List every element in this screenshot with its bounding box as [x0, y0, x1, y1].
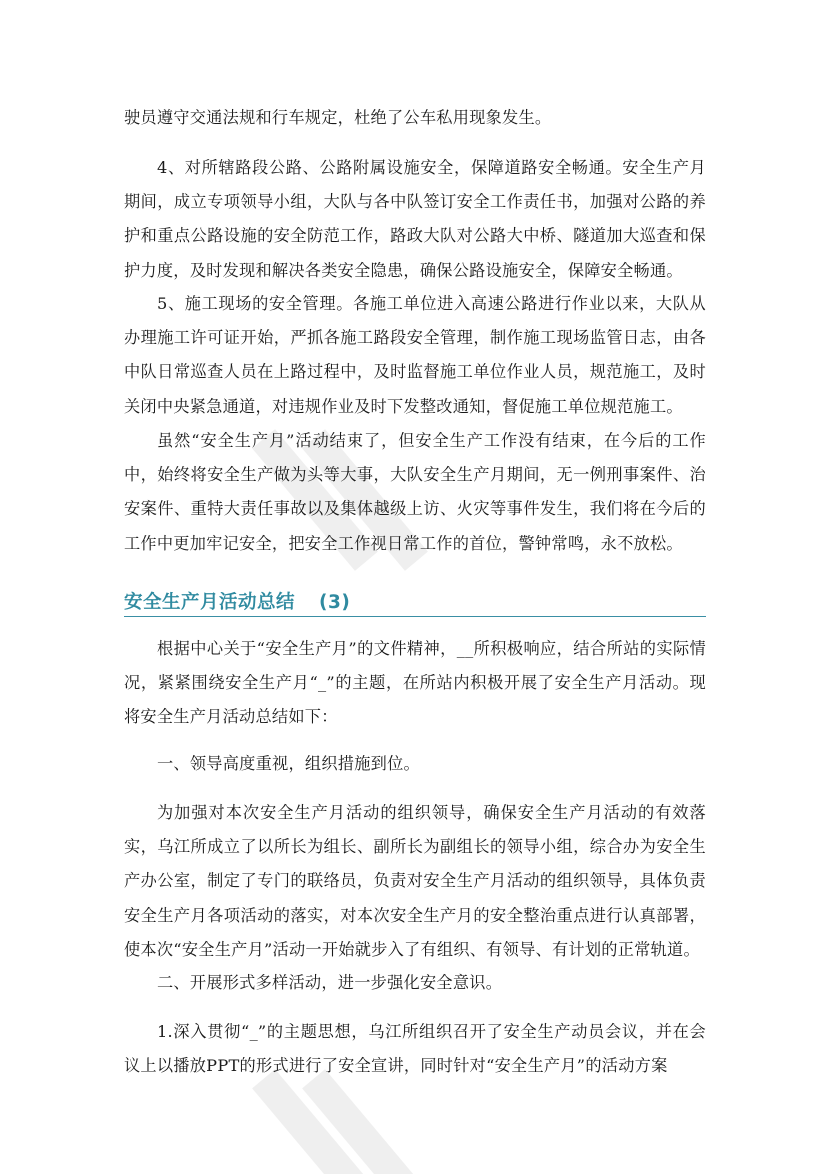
- paragraph-leadership: 为加强对本次安全生产月活动的组织领导，确保安全生产月活动的有效落实，乌江所成立了以所长为组长、副所长为副组长的领导小组，综合办为安全生产办公室，制定了专门的联络员，负责对安全生产月活动的组织领导，具体负责安全生产月各项活动的落实，对本次安全生产月的安全整治重点进行认真部署，使本次“安全生产月”活动一开始就步入了有组织、有领导、有计划的正常轨道。: [124, 803, 706, 959]
- paragraph-intro: 根据中心关于“安全生产月”的文件精神，__所积极响应，结合所站的实际情况，紧紧围绕安全生产月“_”的主题，在所站内积极开展了安全生产月活动。现将安全生产月活动总结如下：: [124, 639, 706, 727]
- paragraph-conclusion: 虽然“安全生产月”活动结束了，但安全生产工作没有结束，在今后的工作中，始终将安全生产做为头等大事，大队安全生产月期间，无一例刑事案件、治安案件、重特大责任事故以及集体越级上访、火灾等事件发生，我们将在今后的工作中更加牢记安全，把安全工作视日常工作的首位，警钟常鸣，永不放松。: [124, 431, 706, 553]
- paragraph-item-4: 4、对所辖路段公路、公路附属设施安全，保障道路安全畅通。安全生产月期间，成立专项领导小组，大队与各中队签订安全工作责任书，加强对公路的养护和重点公路设施的安全防范工作，路政大队对公路大中桥、隧道加大巡查和保护力度，及时发现和解决各类安全隐患，确保公路设施安全，保障安全畅通。: [124, 158, 706, 280]
- paragraph-subheading-2: 二、开展形式多样活动，进一步强化安全意识。: [157, 973, 503, 992]
- paragraph-item-5: 5、施工现场的安全管理。各施工单位进入高速公路进行作业以来，大队从办理施工许可证开始，严抓各施工路段安全管理，制作施工现场监管日志，由各中队日常巡查人员在上路过程中，及时监督施工单位作业人员，规范施工，及时关闭中央紧急通道，对违规作业及时下发整改通知，督促施工单位规范施工。: [124, 294, 706, 416]
- section-heading: [124, 590, 706, 617]
- paragraph-continuation: 驶员遵守交通法规和行车规定，杜绝了公车私用现象发生。: [124, 108, 552, 127]
- section-heading-title: 安全生产月活动总结: [124, 592, 296, 613]
- paragraph-item-1: 1.深入贯彻“_”的主题思想，乌江所组织召开了安全生产动员会议，并在会议上以播放PPT的形式进行了安全宣讲，同时针对“安全生产月”的活动方案: [124, 1022, 706, 1076]
- section-heading-number: (3): [319, 592, 351, 613]
- paragraph-subheading-1: 一、领导高度重视，组织措施到位。: [157, 754, 420, 773]
